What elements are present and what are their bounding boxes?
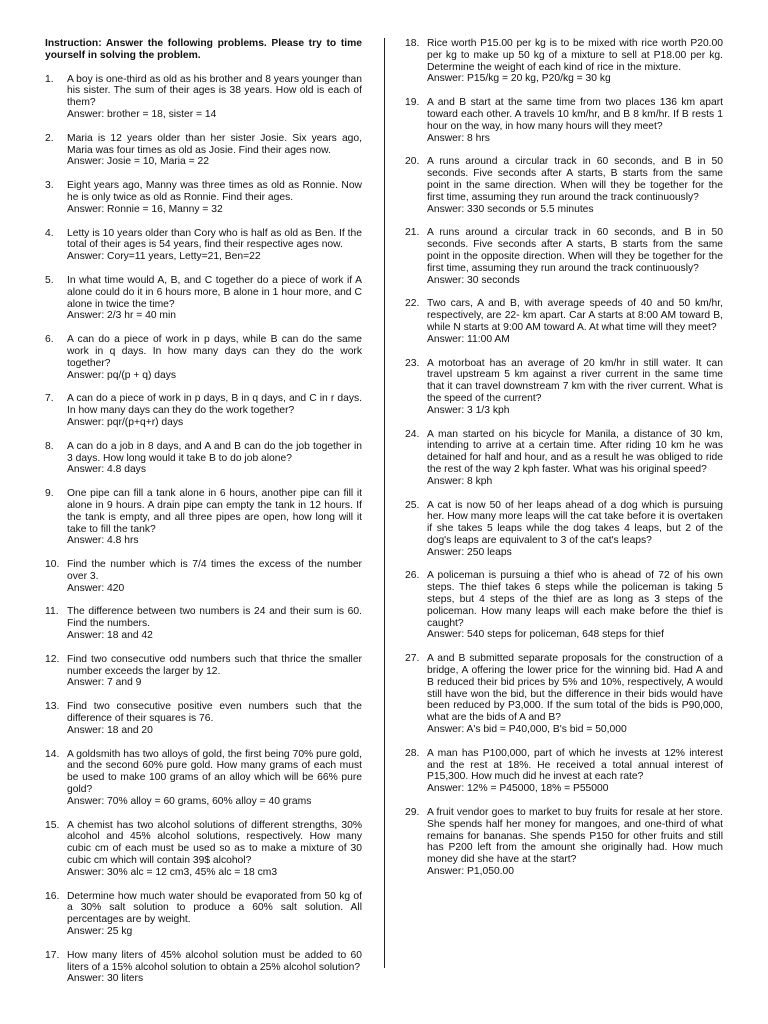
problem-item [405,429,723,488]
problem-item [45,275,362,322]
problem-answer: Answer: 30 liters [67,973,144,985]
problem-answer: Answer: Cory=11 years, Letty=21, Ben=22 [67,251,261,263]
problem-answer: Answer: Josie = 10, Maria = 22 [67,156,209,168]
problem-number: 27. [405,653,420,665]
problem-item [45,74,362,121]
problem-item [405,156,723,215]
problem-answer: Answer: P15/kg = 20 kg, P20/kg = 30 kg [427,73,611,85]
problem-answer: Answer: 8 hrs [427,132,490,144]
problem-answer: Answer: 420 [67,582,125,594]
problem-number: 11. [45,606,59,618]
problem-question: A boy is one-third as old as his brother and 8 years younger than his sister. The sum of their ages is 38 years. How old is each of them? [67,73,362,109]
problem-number: 28. [405,747,420,759]
problem-body [67,950,362,985]
problem-item [405,748,723,795]
problem-number: 3. [45,180,54,192]
problem-body [427,298,723,345]
problem-body [67,180,362,215]
problem-body [67,74,362,121]
problem-number: 2. [45,132,54,144]
problem-question: A man has P100,000, part of which he invests at 12% interest and the rest at 18%. He received a total annual interest of P15,300. How much did he invest at each rate? [427,747,723,783]
problem-answer: Answer: pqr/(p+q+r) days [67,416,184,428]
problem-question: A man started on his bicycle for Manila, a distance of 30 km, intending to arrive at a certain time. After riding 10 km he was detained for half and hour, and as a result he was obliged to ride the rest of the way 2 kph faster. What was his original speed? [427,428,723,475]
problem-question: A fruit vendor goes to market to buy fruits for resale at her store. She spends half her money for mangoes, and one-third of what remains for bananas. She spends P150 for other fruits and still has P200 left from the amount she originally had. How much money did she have at the start? [427,807,723,866]
problem-item [405,807,723,878]
problem-number: 18. [405,38,420,49]
problem-question: A policeman is pursuing a thief who is ahead of 72 of his own steps. The thief takes 6 steps while the policeman is taking 5 steps, but 4 steps of the thief are as long as 3 steps of the policeman. How many leaps will each make before the thief is caught? [427,570,723,629]
problem-body [67,488,362,547]
problem-item [405,570,723,641]
problem-question: A can do a piece of work in p days, while B can do the same work in q days. In how many days can they do the work together? [67,334,362,369]
problem-body [67,606,362,641]
problem-number: 8. [45,440,54,452]
problem-item [405,227,723,286]
problem-question: Find two consecutive positive even numbers such that the difference of their squares is 76. [67,701,362,725]
problem-answer: Answer: 8 kph [427,475,493,487]
problem-body [67,559,362,594]
problem-question: How many liters of 45% alcohol solution must be added to 60 liters of a 15% alcohol solution to obtain a 25% alcohol solution? [67,949,362,973]
problem-question: A goldsmith has two alloys of gold, the first being 70% pure gold, and the second 60% pure gold. How many grams of each must be used to make 100 grams of an alloy which will be 66% pure gold? [67,748,362,796]
problem-item [45,891,362,938]
problem-question: A and B start at the same time from two places 136 km apart toward each other. A travels 10 km/hr, and B 8 km/hr. If B rests 1 hour on the way, in how many hours will they meet? [427,97,723,132]
problem-item [45,180,362,215]
problem-body [67,393,362,428]
problem-number: 19. [405,97,420,109]
problem-number: 25. [405,499,420,511]
problem-number: 10. [45,559,60,571]
problem-number: 15. [45,819,60,831]
problem-number: 24. [405,428,420,440]
problem-answer: Answer: 2/3 hr = 40 min [67,310,177,322]
problem-answer: Answer: 25 kg [67,926,133,938]
problem-number: 14. [45,748,60,760]
problem-number: 1. [45,73,54,85]
problem-body [427,429,723,488]
problem-item [45,950,362,985]
problem-item [45,441,362,476]
problem-number: 16. [45,890,60,902]
problem-number: 7. [45,393,54,405]
problem-body [427,156,723,215]
problem-question: A and B submitted separate proposals for the construction of a bridge, A offering the lower price for the winning bid. Had A and B reduced their bid prices by 5% and 10%, respectively, A would still have won the bid, but the difference in their bids would have been reduced by P3,000. If the sum total of the bids is P90,000, what are the bids of A and B? [427,653,723,724]
problem-number: 23. [405,357,420,369]
problem-item [45,133,362,168]
problem-answer: Answer: Ronnie = 16, Manny = 32 [67,203,223,215]
problem-question: Find the number which is 7/4 times the excess of the number over 3. [67,559,362,582]
problem-item [405,358,723,417]
problem-number: 21. [405,227,420,239]
problem-item [405,97,723,144]
problem-answer: Answer: 18 and 20 [67,724,153,736]
problem-question: Two cars, A and B, with average speeds of 40 and 50 km/hr, respectively, are 22- km apart. Car A starts at 8:00 AM toward B, while N starts at 9:00 AM toward A. At what time will they meet? [427,298,723,333]
column-divider [384,38,385,968]
problem-body [427,227,723,286]
problem-number: 12. [45,653,60,665]
problem-body [67,701,362,736]
problem-question: A runs around a circular track in 60 seconds, and B in 50 seconds. Five seconds after A starts, B starts from the same point in the opposite direction. When will they be together for the first time, assuming they run around the track continuously? [427,227,723,274]
problem-body [67,228,362,263]
problem-question: One pipe can fill a tank alone in 6 hours, another pipe can fill it alone in 9 hours. A drain pipe can empty the tank in 12 hours. If the tank is empty, and all three pipes are open, how long will it take to fill the tank? [67,488,362,535]
problem-answer: Answer: 12% = P45000, 18% = P55000 [427,783,609,795]
problem-number: 29. [405,807,420,819]
problem-question: The difference between two numbers is 24 and their sum is 60. Find the numbers. [67,606,362,630]
problem-question: Eight years ago, Manny was three times as old as Ronnie. Now he is only twice as old as Ronnie. Find their ages. [67,180,362,203]
problem-answer: Answer: 540 steps for policeman, 648 steps for thief [427,629,664,641]
problem-question: In what time would A, B, and C together do a piece of work if A alone could do it in 6 hours more, B alone in 1 hour more, and C alone in twice the time? [67,274,362,310]
problem-item [45,559,362,594]
problem-item [45,228,362,263]
problem-answer: Answer: 4.8 days [67,464,146,476]
problem-answer: Answer: brother = 18, sister = 14 [67,108,217,120]
problem-item [45,654,362,689]
problem-body [427,653,723,736]
problem-body [67,820,362,879]
problem-answer: Answer: 7 and 9 [67,677,142,689]
problem-answer: Answer: 70% alloy = 60 grams, 60% alloy = 40 grams [67,795,312,807]
problem-body [67,891,362,938]
problem-item [405,653,723,736]
problem-item [45,334,362,381]
problem-question: Maria is 12 years older than her sister Josie. Six years ago, Maria was four times as old as Josie. Find their ages now. [67,132,362,156]
problem-answer: Answer: A's bid = P40,000, B's bid = 50,000 [427,724,627,736]
problem-question: Determine how much water should be evaporated from 50 kg of a 30% salt solution to produce a 60% salt solution. All percentages are by weight. [67,890,362,926]
problem-item [45,488,362,547]
problem-item [45,393,362,428]
instruction-text: Instruction: Answer the following problems. Please try to time yourself in solving the problem. [45,38,362,61]
problem-body [427,38,723,85]
problem-question: A motorboat has an average of 20 km/hr in still water. It can travel upstream 5 km against a river current in the same time that it can travel downstream 7 km with the river current. What is the speed of the current? [427,357,723,404]
problem-body [427,500,723,559]
problem-answer: Answer: P1,050.00 [427,866,515,878]
problem-number: 9. [45,488,54,500]
problem-number: 22. [405,298,420,310]
problem-number: 17. [45,949,60,961]
problem-item [45,820,362,879]
problem-body [427,748,723,795]
problem-number: 6. [45,334,54,346]
problem-question: A runs around a circular track in 60 seconds, and B in 50 seconds. Five seconds after A starts, B starts from the same point in the same direction. When will they be together for the first time, assuming they run around the track continuously? [427,156,723,203]
problem-question: Find two consecutive odd numbers such that thrice the smaller number exceeds the larger by 12. [67,653,362,677]
problem-answer: Answer: 250 leaps [427,546,512,558]
problem-answer: Answer: 330 seconds or 5.5 minutes [427,203,594,215]
problem-item [405,38,723,85]
problem-question: Rice worth P15.00 per kg is to be mixed with rice worth P20.00 per kg to make up 50 kg of a mixture to sell at P18.00 per kg. Determine the weight of each kind of rice in the mixture. [427,38,723,73]
problem-body [67,441,362,476]
problem-body [67,133,362,168]
problem-number: 13. [45,701,60,713]
right-column [405,38,723,878]
problem-body [427,97,723,144]
problem-body [67,749,362,808]
problem-answer: Answer: 18 and 42 [67,630,153,642]
problem-question: A cat is now 50 of her leaps ahead of a dog which is pursuing her. How many more leaps will the cat take before it is overtaken if she takes 5 leaps while the dog takes 4 leaps, but 2 of the dog's leaps are equivalent to 3 of the cat's leaps? [427,499,723,546]
problem-number: 5. [45,274,54,286]
problem-question: A chemist has two alcohol solutions of different strengths, 30% alcohol and 45% alcohol solutions, respectively. How many cubic cm of each must be used so as to make a mixture of 30 cubic cm which will contain 39$ alcohol? [67,819,362,867]
problem-item [45,749,362,808]
problem-answer: Answer: 30% alc = 12 cm3, 45% alc = 18 cm3 [67,866,278,878]
problem-answer: Answer: pq/(p + q) days [67,369,177,381]
problem-body [427,570,723,641]
problem-item [45,606,362,641]
problem-question: A can do a job in 8 days, and A and B can do the job together in 3 days. How long would it take B to do job alone? [67,440,362,464]
problem-answer: Answer: 30 seconds [427,274,520,286]
problem-body [67,275,362,322]
problem-number: 26. [405,570,420,582]
problem-number: 20. [405,156,420,168]
problem-item [405,500,723,559]
problem-answer: Answer: 4.8 hrs [67,535,139,547]
problem-body [427,807,723,878]
problem-item [405,298,723,345]
problem-answer: Answer: 11:00 AM [427,333,510,345]
problem-body [67,654,362,689]
problem-answer: Answer: 3 1/3 kph [427,404,510,416]
problem-item [45,701,362,736]
problem-body [427,358,723,417]
problem-question: A can do a piece of work in p days, B in q days, and C in r days. In how many days can they do the work together? [67,393,362,417]
problem-number: 4. [45,227,54,239]
left-column [45,38,362,985]
problem-body [67,334,362,381]
problem-question: Letty is 10 years older than Cory who is half as old as Ben. If the total of their ages is 54 years, find their respective ages now. [67,227,362,251]
